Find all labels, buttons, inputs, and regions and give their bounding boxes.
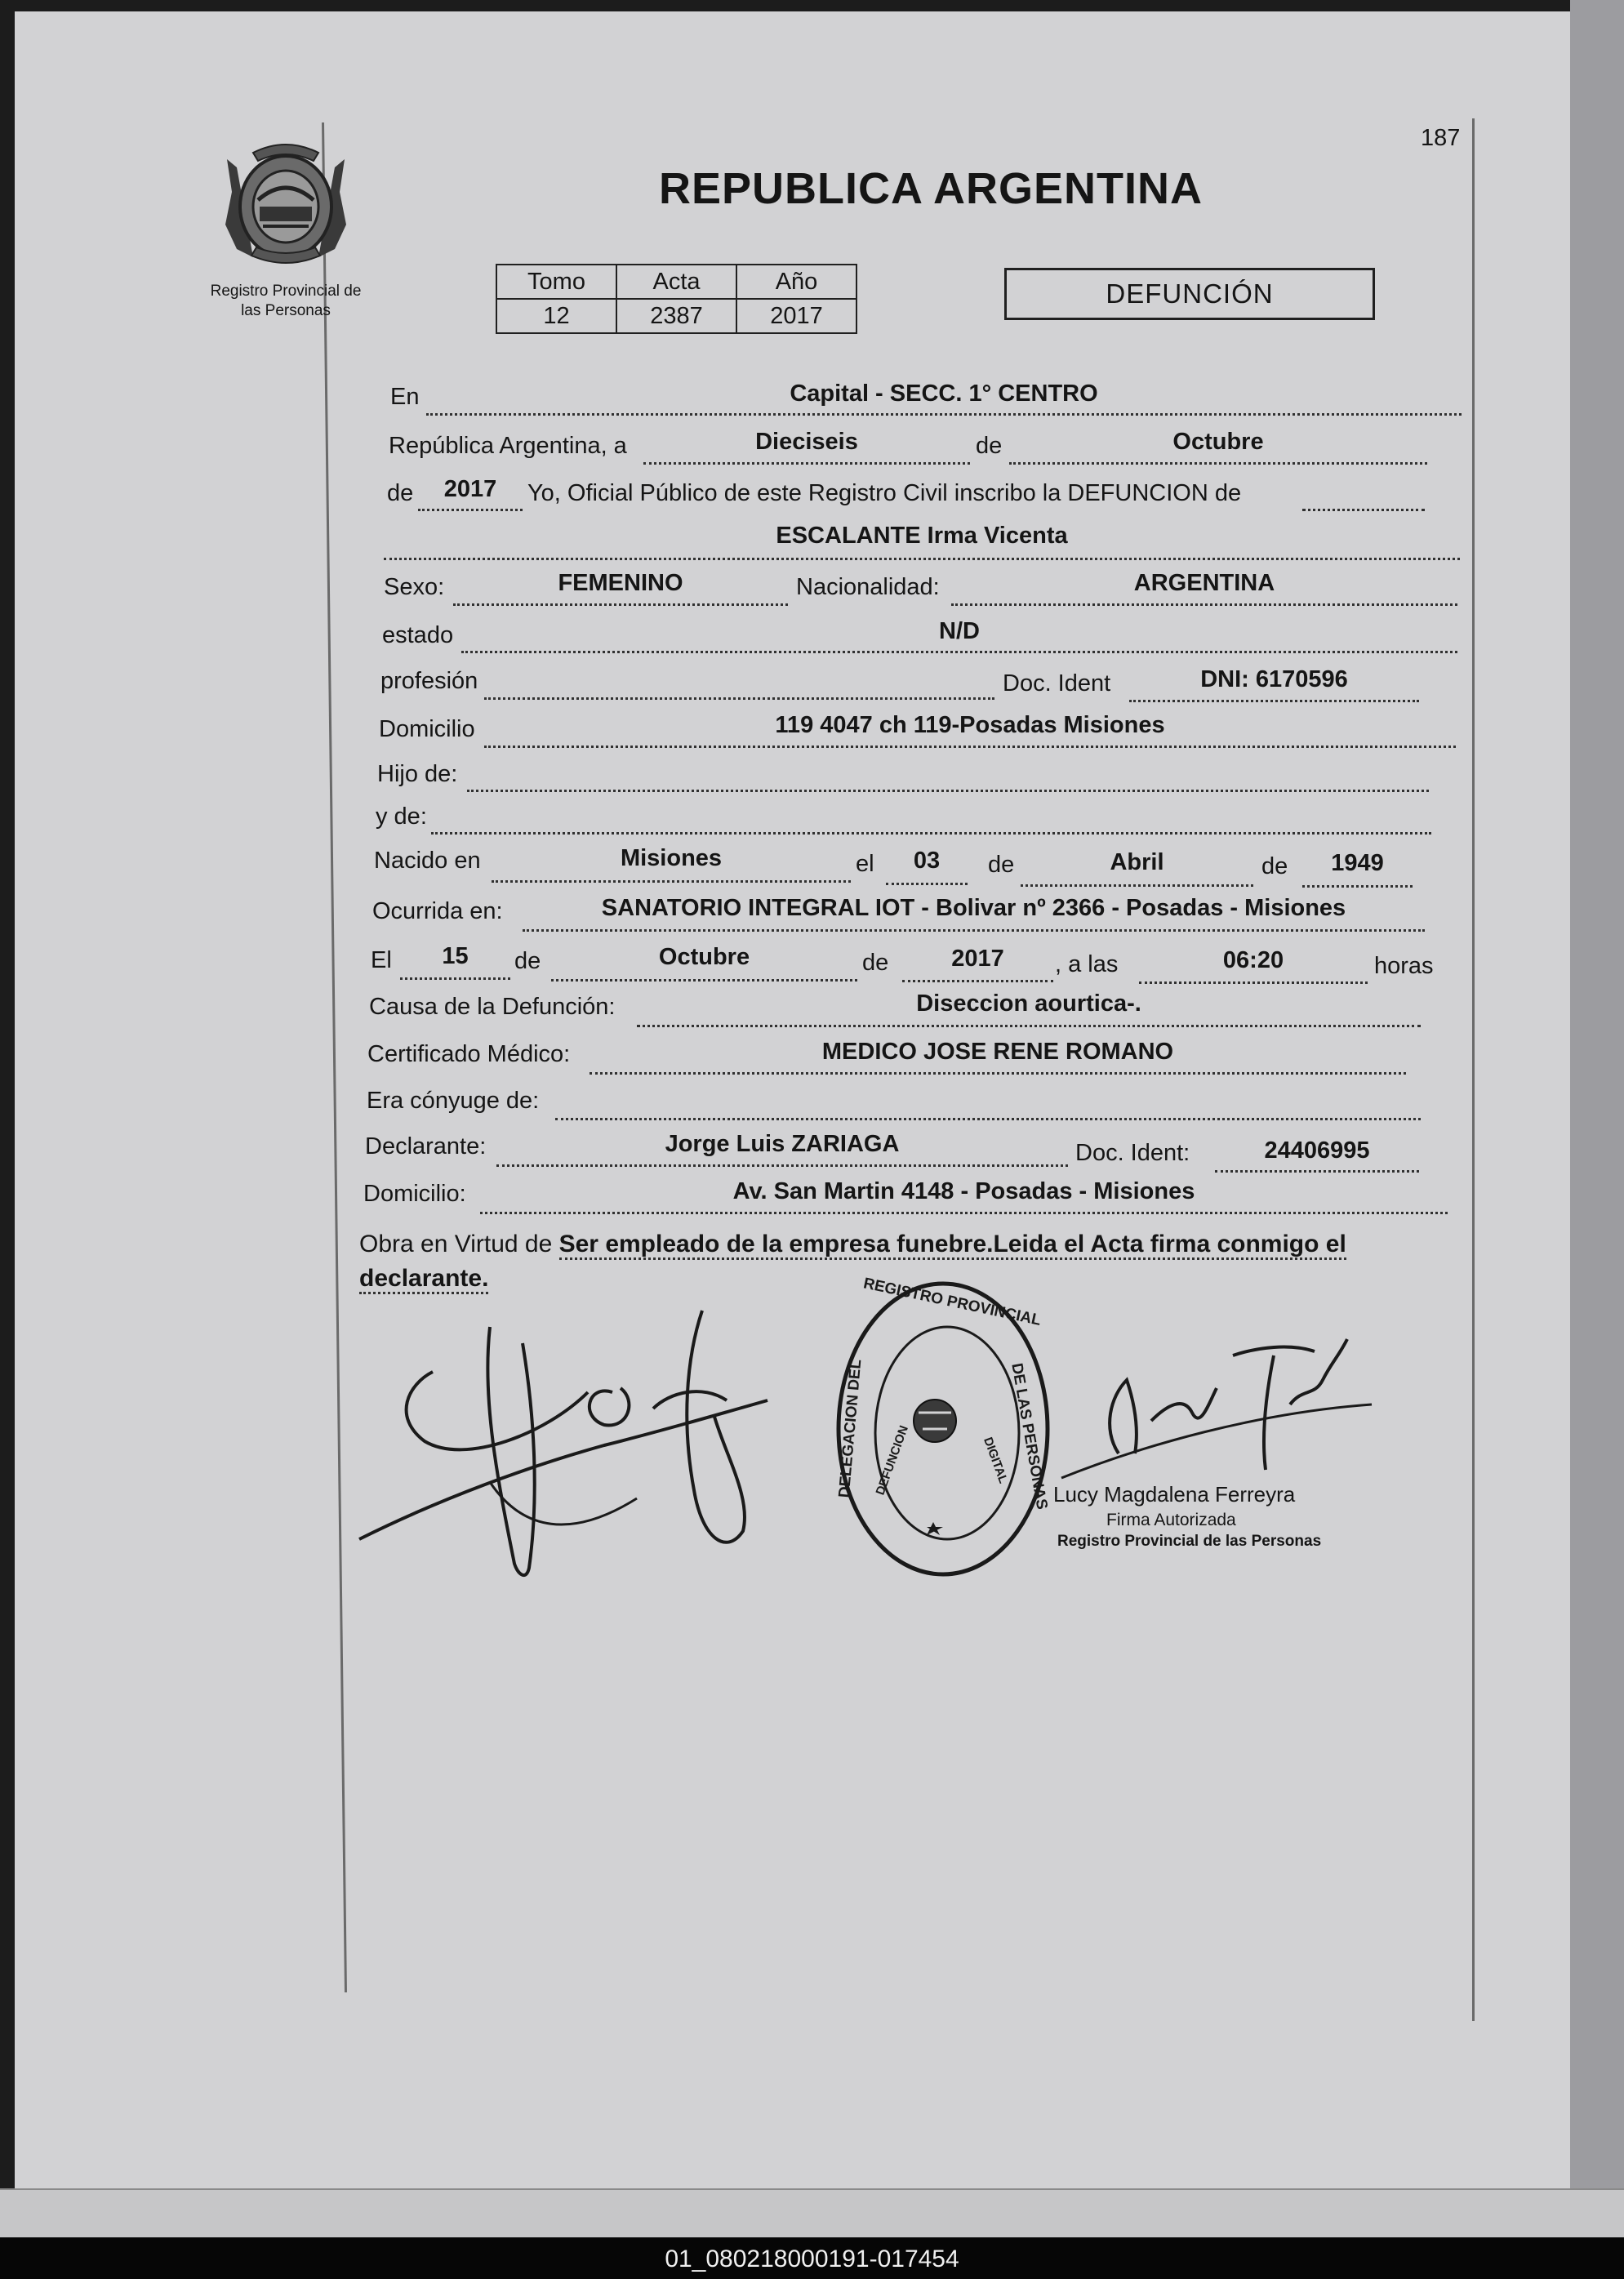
svg-text:DEFUNCION: DEFUNCION bbox=[873, 1423, 912, 1498]
death-year-line bbox=[902, 979, 1053, 982]
nacido-el-label: el bbox=[856, 851, 874, 877]
day-line bbox=[643, 461, 970, 465]
domicilio-label: Domicilio bbox=[379, 716, 475, 742]
y-de-label: y de: bbox=[376, 803, 427, 830]
declarante-line bbox=[496, 1164, 1068, 1167]
seal-caption bbox=[184, 282, 388, 321]
domicilio-declarante-line bbox=[480, 1211, 1448, 1214]
obra-label: Obra en Virtud de bbox=[359, 1231, 553, 1257]
death-day: 15 bbox=[442, 943, 469, 969]
ocurrida-label: Ocurrida en: bbox=[372, 898, 503, 924]
authority-signature-icon bbox=[1045, 1306, 1404, 1486]
fecha-de2-label: de bbox=[862, 950, 889, 976]
svg-text:REGISTRO PROVINCIAL: REGISTRO PROVINCIAL bbox=[861, 1275, 1043, 1329]
right-margin-rule bbox=[1472, 118, 1475, 2021]
death-month: Octubre bbox=[658, 944, 750, 970]
record-table-values bbox=[496, 299, 856, 333]
authority-block bbox=[1053, 1482, 1323, 1551]
birth-month: Abril bbox=[1110, 849, 1164, 875]
birth-month-line bbox=[1021, 884, 1253, 887]
en-value: Capital - SECC. 1° CENTRO bbox=[790, 381, 1098, 407]
en-line bbox=[426, 412, 1462, 416]
death-month-line bbox=[551, 978, 857, 981]
death-day-line bbox=[400, 977, 510, 980]
certificado-line bbox=[590, 1071, 1406, 1075]
ano-header: Año bbox=[736, 265, 856, 299]
de-label: de bbox=[976, 433, 1003, 459]
causa-value: Diseccion aourtica-. bbox=[916, 990, 1141, 1017]
authority-org: Registro Provincial de las Personas bbox=[1057, 1533, 1322, 1550]
profesion-label: profesión bbox=[380, 668, 478, 694]
authority-role: Firma Autorizada bbox=[1106, 1511, 1236, 1529]
y-de-line bbox=[431, 831, 1431, 835]
record-type-box: DEFUNCIÓN bbox=[1004, 268, 1375, 320]
registration-month: Octubre bbox=[1172, 429, 1264, 455]
causa-line bbox=[637, 1024, 1421, 1027]
seal-caption-line2: las Personas bbox=[241, 302, 331, 319]
declarante-doc-line bbox=[1215, 1169, 1419, 1173]
birth-year-line bbox=[1302, 884, 1413, 888]
registration-day: Dieciseis bbox=[755, 429, 858, 455]
en-label: En bbox=[390, 384, 420, 410]
record-table bbox=[496, 264, 857, 334]
name-line bbox=[384, 557, 1460, 560]
record-table-header bbox=[496, 265, 856, 299]
birth-day: 03 bbox=[913, 848, 941, 874]
death-year: 2017 bbox=[951, 946, 1004, 972]
fecha-de1-label: de bbox=[514, 948, 541, 974]
estado-value: N/D bbox=[939, 618, 980, 644]
tomo-value: 12 bbox=[496, 299, 616, 333]
official-stamp-icon bbox=[829, 1274, 1057, 1609]
year-line bbox=[418, 508, 523, 511]
birthplace-line bbox=[492, 879, 851, 883]
certificado-value: MEDICO JOSE RENE ROMANO bbox=[821, 1039, 1174, 1065]
acta-header: Acta bbox=[616, 265, 736, 299]
ocurrida-line bbox=[523, 928, 1425, 932]
de-year-label: de bbox=[387, 480, 414, 506]
death-time-line bbox=[1139, 981, 1368, 984]
registration-year: 2017 bbox=[443, 476, 497, 502]
statement-line bbox=[1302, 508, 1425, 511]
nacido-de2-label: de bbox=[1261, 853, 1288, 879]
footer-id: 01_080218000191-017454 bbox=[665, 2246, 959, 2272]
nacionalidad-line bbox=[951, 603, 1457, 606]
domicilio-value: 119 4047 ch 119-Posadas Misiones bbox=[775, 712, 1165, 738]
nacionalidad-label: Nacionalidad: bbox=[796, 574, 940, 600]
death-time: 06:20 bbox=[1222, 947, 1284, 973]
hijo-de-label: Hijo de: bbox=[377, 761, 458, 787]
doc-ident-label: Doc. Ident bbox=[1003, 670, 1111, 697]
hijo-de-line bbox=[467, 789, 1429, 792]
fecha-el-label: El bbox=[371, 947, 392, 973]
republica-label: República Argentina, a bbox=[389, 433, 627, 459]
page-number: 187 bbox=[1421, 125, 1461, 151]
declarante-doc-label: Doc. Ident: bbox=[1075, 1140, 1190, 1166]
birthplace-value: Misiones bbox=[620, 845, 723, 871]
svg-text:DE LAS PERSONAS: DE LAS PERSONAS bbox=[1008, 1361, 1051, 1511]
sexo-label: Sexo: bbox=[384, 574, 445, 600]
profesion-line bbox=[484, 697, 994, 700]
next-page-edge bbox=[0, 2188, 1624, 2239]
a-las-label: , a las bbox=[1055, 951, 1119, 977]
obra-value: Ser empleado de la empresa funebre.Leida el Acta firma conmigo el declarante. bbox=[359, 1231, 1346, 1294]
conyuge-label: Era cónyuge de: bbox=[367, 1088, 540, 1114]
svg-text:DIGITAL: DIGITAL bbox=[981, 1435, 1011, 1486]
sexo-line bbox=[453, 603, 788, 606]
declarant-signature-icon bbox=[343, 1294, 800, 1605]
authority-name: Lucy Magdalena Ferreyra bbox=[1053, 1482, 1296, 1507]
page-edge bbox=[1570, 0, 1624, 2237]
document-page bbox=[15, 11, 1570, 2232]
doc-ident-value: DNI: 6170596 bbox=[1200, 666, 1348, 692]
month-line bbox=[1009, 461, 1427, 465]
causa-label: Causa de la Defunción: bbox=[369, 994, 616, 1020]
acta-value: 2387 bbox=[616, 299, 736, 333]
ano-value: 2017 bbox=[736, 299, 856, 333]
conyuge-line bbox=[555, 1117, 1421, 1120]
seal-caption-line1: Registro Provincial de bbox=[210, 283, 362, 300]
ocurrida-value: SANATORIO INTEGRAL IOT - Bolivar nº 2366 - Posadas - Misiones bbox=[601, 895, 1346, 921]
birth-year: 1949 bbox=[1331, 850, 1384, 876]
horas-label: horas bbox=[1374, 953, 1434, 979]
certificado-label: Certificado Médico: bbox=[367, 1041, 571, 1067]
declarante-label: Declarante: bbox=[365, 1133, 487, 1160]
sexo-value: FEMENINO bbox=[558, 570, 683, 596]
nacido-de1-label: de bbox=[988, 852, 1015, 878]
declarante-value: Jorge Luis ZARIAGA bbox=[665, 1131, 900, 1157]
domicilio-declarante-label: Domicilio: bbox=[363, 1181, 466, 1207]
document-title: REPUBLICA ARGENTINA bbox=[659, 164, 1203, 213]
domicilio-line bbox=[484, 745, 1456, 748]
birth-day-line bbox=[886, 882, 968, 885]
nacionalidad-value: ARGENTINA bbox=[1133, 570, 1275, 596]
registration-statement: Yo, Oficial Público de este Registro Civil inscribo la DEFUNCION de bbox=[527, 480, 1242, 506]
declarante-doc-value: 24406995 bbox=[1264, 1137, 1370, 1164]
estado-label: estado bbox=[382, 622, 454, 648]
doc-ident-line bbox=[1129, 699, 1419, 702]
nacido-label: Nacido en bbox=[374, 848, 481, 874]
tomo-header: Tomo bbox=[496, 265, 616, 299]
svg-text:DELEGACION DEL: DELEGACION DEL bbox=[835, 1358, 865, 1499]
deceased-name: ESCALANTE Irma Vicenta bbox=[776, 523, 1068, 549]
domicilio-declarante-value: Av. San Martin 4148 - Posadas - Misiones bbox=[732, 1178, 1195, 1204]
provincia-seal-icon bbox=[220, 135, 351, 274]
estado-line bbox=[461, 650, 1457, 653]
